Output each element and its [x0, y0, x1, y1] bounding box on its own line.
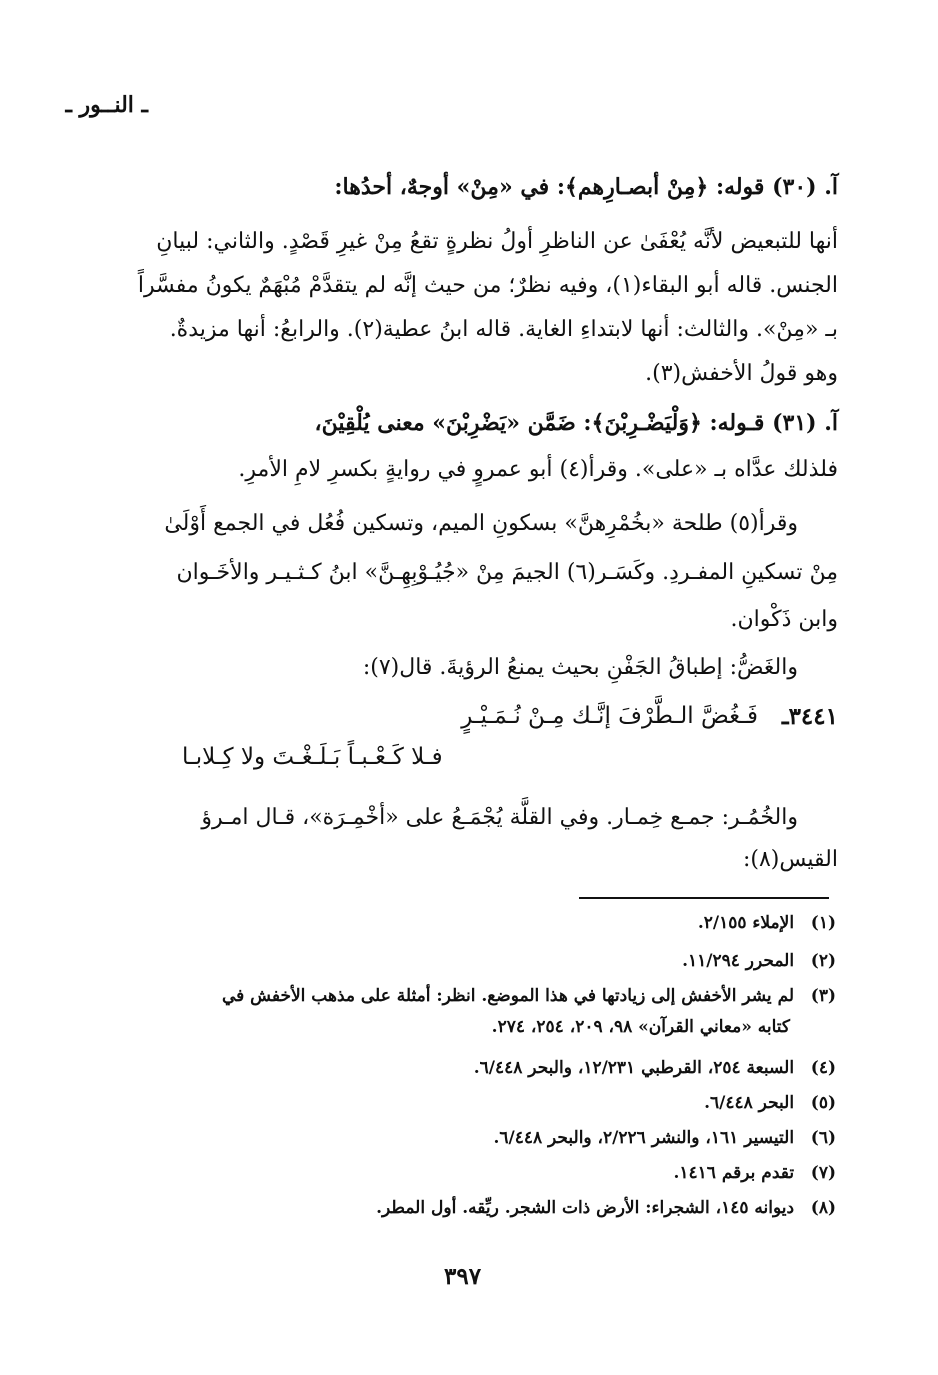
verse-second-hemistich: فـلا كَـعْـبـاً بَـلَـغْـتَ ولا كِـلابـا	[182, 744, 443, 770]
footnote-text: ديوانه ١٤٥، الشجراء: الأرض ذات الشجر. ريِّقه. أول المطر.	[376, 1198, 795, 1218]
footnote-number: (٣)	[810, 986, 836, 1006]
body-line: فلذلك عدَّاه بـ «على». وقرأ(٤) أبو عمروٍ في روايةٍ بكسرِ لامِ الأمرِ.	[238, 457, 838, 482]
body-line: آ. (٣١) قـوله: ﴿وَلْيَضْـرِبْنَ﴾: ضَمَّن «يَضْرِبْنَ» معنى يُلْقِيْنَ،	[314, 410, 838, 436]
footnote-text: السبعة ٢٥٤، القرطبي ١٢/٢٣١، والبحر ٦/٤٤٨.	[473, 1058, 795, 1078]
footnote-text: التيسير ١٦١، والنشر ٢/٢٢٦، والبحر ٦/٤٤٨.	[493, 1128, 795, 1148]
verse-first-hemistich: فَـغُضَّ الـطَّرْفَ إنَّـك مِـنْ نُـمَـيْـرٍ	[461, 703, 758, 729]
footnote-number: (٤)	[810, 1058, 836, 1078]
footnote-number: (٧)	[810, 1163, 836, 1183]
footnote-text: المحرر ١١/٢٩٤.	[682, 951, 795, 971]
footnote	[673, 1161, 836, 1185]
footnote	[704, 1091, 836, 1115]
body-line: والخُمُـر: جمـع خِمـار. وفي القلَّة يُجْمَـعُ على «أخْمِـرَة»، قـال امـرؤ	[201, 805, 798, 830]
footnote	[493, 1126, 836, 1150]
body-line: وابن ذَكْوان.	[730, 607, 838, 632]
footnote-number: (٥)	[810, 1093, 836, 1113]
body-line: وهو قولُ الأخفش(٣).	[645, 361, 838, 386]
body-line: والغَضُّ: إطباقُ الجَفْنِ بحيث يمنعُ الرؤيةَ. قال(٧):	[362, 655, 798, 680]
footnote	[698, 911, 836, 935]
footnote-text: تقدم برقم ١٤١٦.	[673, 1163, 795, 1183]
footnote-number: (٨)	[810, 1198, 836, 1218]
footnote-number: (٦)	[810, 1128, 836, 1148]
footnote-text: لم يشر الأخفش إلى زيادتها في هذا الموضع. انظر: أمثلة على مذهب الأخفش في	[221, 986, 795, 1006]
footnote-separator	[579, 897, 829, 899]
body-line: أنها للتبعيض لأنَّه يُعْفَىٰ عن الناظرِ أولُ نظرةٍ تقعُ مِنْ غيرِ قَصْدٍ. والثاني: لبيانِ	[156, 229, 838, 254]
footnote-number: (٢)	[810, 951, 836, 971]
page-number: ٣٩٧	[444, 1263, 482, 1290]
body-line: القيس(٨):	[742, 847, 838, 872]
footnote-text: البحر ٦/٤٤٨.	[704, 1093, 795, 1113]
body-line: بـ «مِنْ». والثالث: أنها لابتداءِ الغاية. قاله ابنُ عطية(٢). والرابعُ: أنها مزيدةٌ.	[169, 317, 838, 342]
footnote	[682, 949, 836, 973]
body-line: مِنْ تسكينِ المفـردِ. وكَسَـر(٦) الجيمَ مِنْ «جُيُـوْبِهِـنَّ» ابنُ كـثـيـر والأخَـوان	[176, 560, 838, 585]
footnote	[376, 1196, 836, 1220]
footnote-continuation: كتابه «معاني القرآن» ٩٨، ٢٠٩، ٢٥٤، ٢٧٤.	[491, 1017, 790, 1037]
footnote	[222, 984, 836, 1008]
footnote-number: (١)	[810, 913, 836, 933]
footnote-text: الإملاء ٢/١٥٥.	[697, 913, 795, 933]
body-line: وقرأ(٥) طلحة «بخُمْرِهنَّ» بسكونِ الميم، وتسكين فُعُل في الجمع أَوْلَىٰ	[164, 511, 798, 536]
footnote	[474, 1056, 836, 1080]
verse-number: ٣٤٤١ـ	[781, 703, 838, 730]
running-header: ـ النــور ـ	[65, 92, 148, 118]
body-line: آ. (٣٠) قوله: ﴿مِنْ أبصـارِهم﴾: في «مِنْ» أوجهٌ، أحدُها:	[334, 174, 838, 200]
body-line: الجنس. قاله أبو البقاء(١)، وفيه نظرٌ؛ من حيث إنَّه لم يتقدَّمْ مُبْهَمٌ يكونُ مفسَّراً	[137, 273, 838, 298]
